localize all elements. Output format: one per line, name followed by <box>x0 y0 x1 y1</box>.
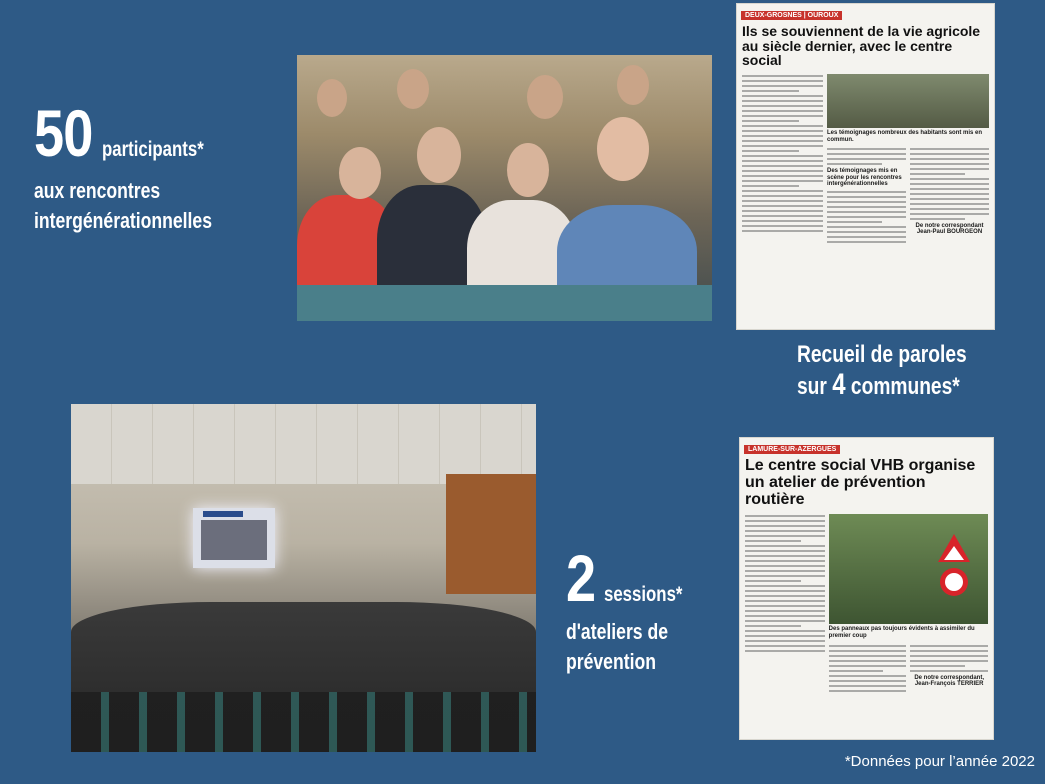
stat-sessions-line1: d'ateliers de <box>566 619 669 644</box>
stat-participants-label: participants* <box>101 138 204 161</box>
clipping1-caption: Les témoignages nombreux des habitants sont mis en commun. <box>827 130 983 143</box>
photo-intergenerational-meeting <box>297 55 712 321</box>
clipping2-photo <box>829 514 988 624</box>
clipping1-byline-role: De notre correspondant <box>915 223 984 230</box>
newspaper-clipping-road-safety <box>740 438 993 739</box>
stat-participants-line1: aux rencontres <box>34 178 161 203</box>
footnote: *Données pour l’année 2022 <box>844 753 1035 770</box>
stat-participants <box>34 96 257 236</box>
stat-communes <box>797 340 1009 402</box>
prohibition-sign-icon <box>940 568 968 596</box>
stat-sessions <box>566 541 702 677</box>
stat-communes-number: 4 <box>832 368 846 401</box>
clipping2-headline: Le centre social VHB organise un atelier de prévention routière <box>745 457 976 508</box>
stat-communes-line2 <box>797 370 967 402</box>
newspaper-clipping-agriculture <box>737 4 994 329</box>
clipping2-byline-role: De notre correspondant, <box>914 674 985 681</box>
stat-communes-suffix: communes* <box>850 373 960 400</box>
stat-participants-line2: intergénérationnelles <box>34 208 213 233</box>
stat-sessions-label: sessions* <box>604 583 683 606</box>
stat-sessions-line2: prévention <box>566 649 656 674</box>
stat-communes-line1: Recueil de paroles <box>797 341 967 368</box>
clipping1-section-title: Des témoignages mis en scène pour les rencontres intergénérationnelles <box>827 168 902 188</box>
clipping2-byline-name: Jean-François TERRIER <box>914 680 984 687</box>
clipping1-byline-name: Jean-Paul BOURGEON <box>916 229 983 236</box>
clipping1-kicker: DEUX-GROSNES | OUROUX <box>741 11 842 20</box>
stat-communes-prefix: sur <box>797 373 827 400</box>
clipping1-headline: Ils se souviennent de la vie agricole au siècle dernier, avec le centre social <box>742 23 981 69</box>
stat-participants-number: 50 <box>34 96 93 170</box>
clipping1-photo <box>827 74 989 128</box>
stat-sessions-number: 2 <box>566 541 596 615</box>
photo-prevention-workshop <box>71 404 536 752</box>
projection-screen <box>193 508 275 568</box>
clipping2-kicker: LAMURE-SUR-AZERGUES <box>744 445 840 454</box>
clipping2-caption: Des panneaux pas toujours évidents à assimiler du premier coup <box>828 626 975 639</box>
